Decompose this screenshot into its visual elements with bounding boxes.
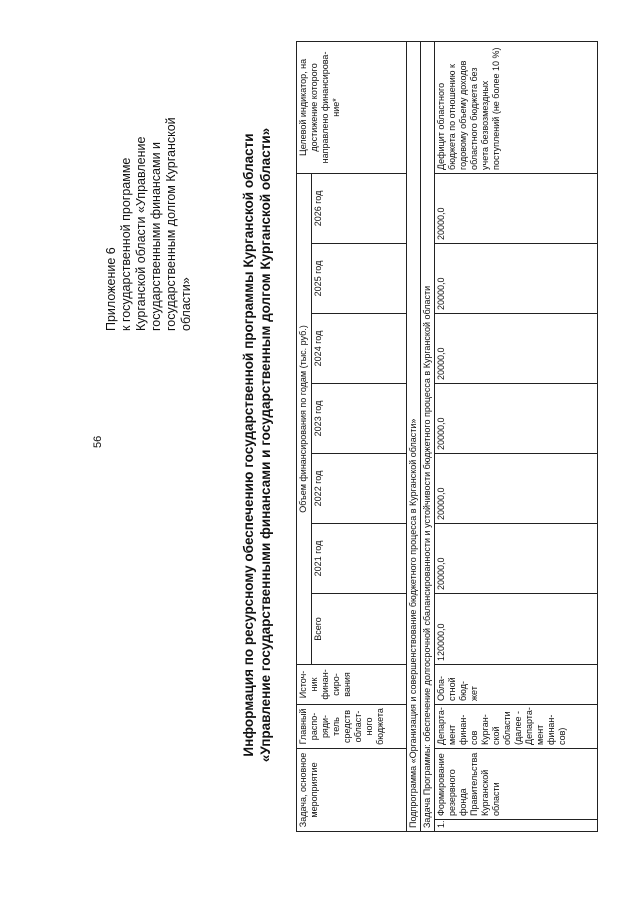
header-year-2022: 2022 год (312, 453, 407, 523)
header-indicator: Целевой индикатор, на достижение которого направлено финансирова-ние* (297, 41, 407, 173)
header-year-2024: 2024 год (312, 313, 407, 383)
row-number: 1. (435, 820, 598, 832)
row-2022: 20000,0 (435, 453, 598, 523)
header-total: Всего (312, 593, 407, 664)
row-2021: 20000,0 (435, 523, 598, 593)
appendix-line: государственными финансами и (149, 141, 163, 331)
resource-table (296, 41, 598, 832)
program-task-row (421, 41, 435, 831)
page-number: 56 (92, 435, 104, 448)
header-year-2026: 2026 год (312, 173, 407, 243)
row-total: 120000,0 (435, 593, 598, 664)
row-task: Формирование резервного фонда Правительства Курганской области (435, 748, 598, 819)
title-line-2: «Управление государственными финансами и государственным долгом Курганской области» (258, 127, 273, 763)
appendix-line: к государственной программе (119, 157, 133, 331)
row-2026: 20000,0 (435, 173, 598, 243)
program-task: Задача Программы: обеспечение долгосрочной сбалансированности и устойчивости бюджетного процесса в Курганской области (421, 41, 435, 831)
header-year-2023: 2023 год (312, 383, 407, 453)
table-row (435, 41, 598, 831)
row-indicator: Дефицит областного бюджета по отношению к годовому объему доходов областного бюджета без учета безвозмездных поступлений (не более 10 %) (435, 41, 598, 173)
header-year-2025: 2025 год (312, 243, 407, 313)
subprogram-title: Подпрограмма «Организация и совершенствование бюджетного процесса в Курганской области» (407, 41, 421, 831)
document-title (240, 125, 274, 765)
appendix-line: Курганской области «Управление (134, 136, 148, 331)
title-line-1: Информация по ресурсному обеспечению государственной программы Курганской области (241, 133, 256, 757)
row-source: Обла-стной бюд-жет (435, 664, 598, 704)
appendix-line: государственным долгом Курганской (164, 117, 178, 331)
header-row (297, 41, 312, 831)
subprogram-row (407, 41, 421, 831)
appendix-note (104, 11, 194, 331)
row-2025: 20000,0 (435, 243, 598, 313)
header-source: Источ-ник финан-сиро-вания (297, 664, 407, 704)
header-volume: Объем финансирования по годам (тыс. руб.) (297, 173, 312, 664)
row-manager: Департа-мент финан-сов Курган-ской области (далее - Департа-мент финан-сов) (435, 704, 598, 748)
row-2024: 20000,0 (435, 313, 598, 383)
header-manager: Главный распо-ряди-тель средств област-ного бюджета (297, 704, 407, 748)
row-2023: 20000,0 (435, 383, 598, 453)
header-task: Задача, основное мероприятие (297, 748, 407, 831)
appendix-line: Приложение 6 (104, 247, 118, 331)
appendix-line: области» (179, 277, 193, 331)
header-year-2021: 2021 год (312, 523, 407, 593)
